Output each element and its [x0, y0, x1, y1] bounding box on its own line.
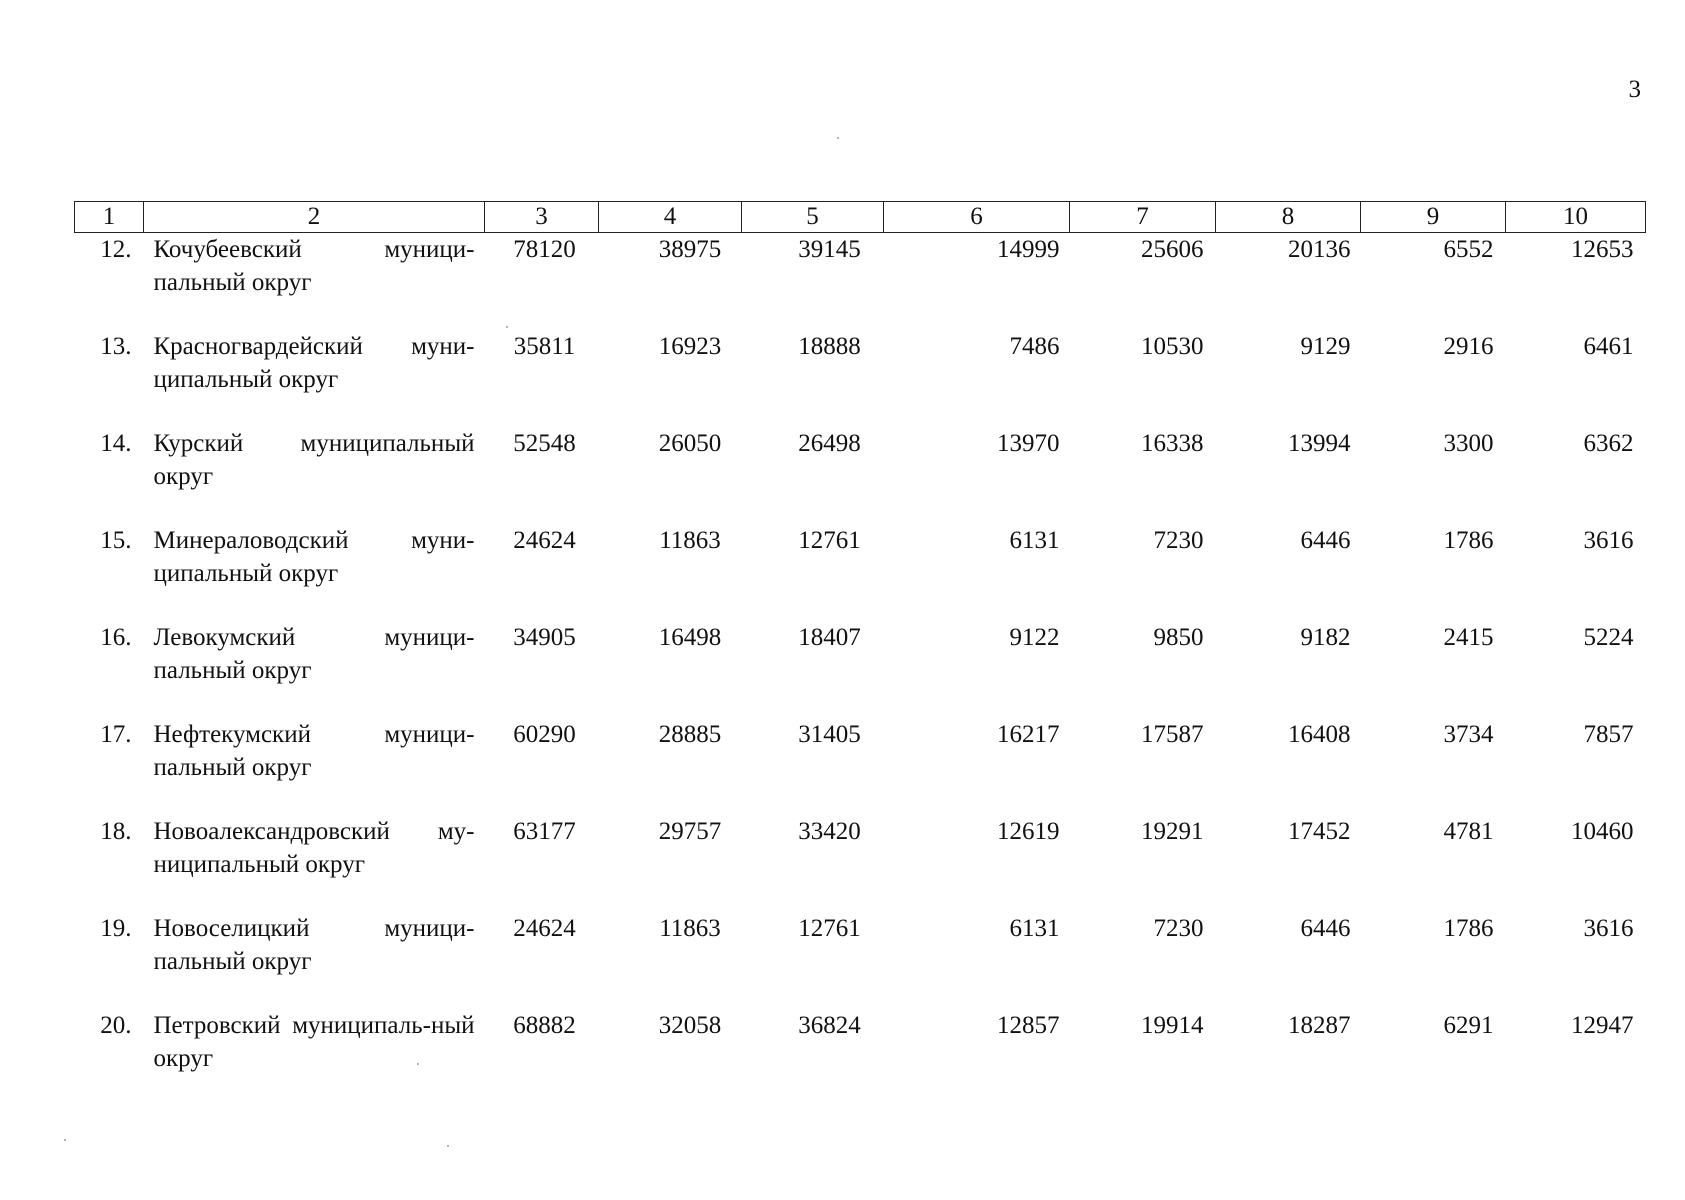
value-cell: 13970	[997, 429, 1060, 457]
district-name: Курский муниципальный округ	[153, 429, 475, 490]
value-cell: 14999	[997, 236, 1060, 263]
value-cell: 34905	[513, 623, 576, 651]
value-cell: 12761	[798, 914, 861, 942]
district-name: Новоселицкий муници-пальный округ	[153, 914, 475, 975]
value-cell: 3734	[1443, 720, 1494, 748]
table-body	[75, 233, 1646, 1106]
table-row	[75, 621, 1646, 718]
value-cell: 36824	[798, 1011, 861, 1039]
value-cell: 9182	[1300, 623, 1351, 651]
value-cell: 68882	[513, 1011, 576, 1039]
value-cell: 9850	[1153, 623, 1204, 651]
value-cell: 29757	[658, 817, 722, 845]
row-number: 18.	[100, 817, 132, 845]
value-cell: 11863	[659, 526, 721, 554]
value-cell: 52548	[513, 429, 576, 457]
row-number: 12.	[100, 236, 132, 263]
value-cell: 12761	[798, 526, 861, 554]
column-number: 5	[742, 202, 884, 233]
column-number: 4	[599, 202, 742, 233]
value-cell: 6446	[1300, 914, 1351, 942]
column-number: 7	[1070, 202, 1216, 233]
table-row	[75, 330, 1646, 427]
value-cell: 3616	[1583, 914, 1634, 942]
value-cell: 3300	[1443, 429, 1494, 457]
value-cell: 12857	[997, 1011, 1060, 1039]
value-cell: 10530	[1141, 332, 1204, 360]
value-cell: 20136	[1288, 236, 1351, 263]
district-name: Кочубеевский муници-пальный округ	[153, 236, 475, 296]
value-cell: 12619	[997, 817, 1060, 845]
value-cell: 18407	[798, 623, 861, 651]
page-number: 3	[1628, 76, 1641, 103]
district-name: Красногвардейский муни-ципальный округ	[153, 332, 475, 393]
value-cell: 63177	[513, 817, 576, 845]
value-cell: 3616	[1583, 526, 1634, 554]
value-cell: 26498	[798, 429, 861, 457]
table-row	[75, 912, 1646, 1009]
value-cell: 1786	[1443, 526, 1494, 554]
data-table	[74, 201, 1646, 1106]
value-cell: 12653	[1571, 236, 1634, 263]
value-cell: 1786	[1443, 914, 1494, 942]
value-cell: 33420	[798, 817, 861, 845]
value-cell: 6291	[1443, 1011, 1494, 1039]
scan-speck	[447, 1145, 449, 1147]
value-cell: 16923	[658, 332, 722, 360]
value-cell: 19291	[1141, 817, 1204, 845]
row-number: 15.	[100, 526, 132, 554]
row-number: 14.	[100, 429, 132, 457]
value-cell: 28885	[658, 720, 722, 748]
district-name: Минераловодский муни-ципальный округ	[153, 526, 475, 587]
column-number: 6	[884, 202, 1070, 233]
row-number: 16.	[100, 623, 132, 651]
table-row	[75, 233, 1646, 330]
value-cell: 4781	[1443, 817, 1494, 845]
row-number: 13.	[100, 332, 132, 360]
value-cell: 16217	[997, 720, 1060, 748]
value-cell: 6131	[1009, 526, 1060, 554]
value-cell: 78120	[513, 236, 576, 263]
column-number: 2	[144, 202, 485, 233]
row-number: 19.	[100, 914, 132, 942]
value-cell: 16498	[658, 623, 722, 651]
value-cell: 9129	[1300, 332, 1351, 360]
value-cell: 32058	[658, 1011, 722, 1039]
value-cell: 24624	[513, 526, 576, 554]
value-cell: 7857	[1583, 720, 1634, 748]
value-cell: 24624	[513, 914, 576, 942]
value-cell: 60290	[513, 720, 576, 748]
table-row	[75, 524, 1646, 621]
column-number: 8	[1216, 202, 1361, 233]
value-cell: 25606	[1141, 236, 1204, 263]
district-name: Левокумский муници-пальный округ	[153, 623, 475, 684]
value-cell: 2415	[1443, 623, 1494, 651]
value-cell: 7230	[1153, 526, 1204, 554]
value-cell: 6131	[1009, 914, 1060, 942]
value-cell: 31405	[798, 720, 861, 748]
value-cell: 11863	[659, 914, 721, 942]
table-header	[75, 202, 1646, 233]
value-cell: 6461	[1583, 332, 1634, 360]
table-row	[75, 427, 1646, 524]
value-cell: 7230	[1153, 914, 1204, 942]
scan-speck	[837, 137, 839, 139]
value-cell: 13994	[1288, 429, 1351, 457]
row-number: 17.	[100, 720, 132, 748]
row-number: 20.	[100, 1011, 132, 1039]
table-row	[75, 1009, 1646, 1106]
value-cell: 17452	[1288, 817, 1351, 845]
value-cell: 35811	[513, 332, 576, 360]
value-cell: 17587	[1141, 720, 1204, 748]
value-cell: 6552	[1443, 236, 1494, 263]
district-name: Нефтекумский муници-пальный округ	[153, 720, 475, 781]
value-cell: 2916	[1443, 332, 1494, 360]
column-number: 9	[1361, 202, 1506, 233]
value-cell: 16338	[1141, 429, 1204, 457]
column-number: 1	[75, 202, 144, 233]
table-row	[75, 718, 1646, 815]
value-cell: 18888	[798, 332, 861, 360]
scan-speck	[64, 1139, 66, 1141]
value-cell: 5224	[1583, 623, 1634, 651]
value-cell: 16408	[1288, 720, 1351, 748]
value-cell: 10460	[1571, 817, 1634, 845]
district-name: Новоалександровский му-ниципальный округ	[153, 817, 475, 878]
value-cell: 6362	[1583, 429, 1634, 457]
column-number: 3	[485, 202, 599, 233]
value-cell: 6446	[1300, 526, 1351, 554]
district-name: Петровский муниципаль-ный округ	[153, 1011, 475, 1072]
value-cell: 19914	[1141, 1011, 1204, 1039]
value-cell: 7486	[1009, 332, 1060, 360]
value-cell: 18287	[1288, 1011, 1351, 1039]
header-row	[75, 202, 1646, 233]
value-cell: 26050	[658, 429, 722, 457]
column-number: 10	[1506, 202, 1646, 233]
value-cell: 38975	[658, 236, 722, 263]
table-row	[75, 815, 1646, 912]
value-cell: 39145	[798, 236, 861, 263]
value-cell: 9122	[1009, 623, 1060, 651]
value-cell: 12947	[1571, 1011, 1634, 1039]
